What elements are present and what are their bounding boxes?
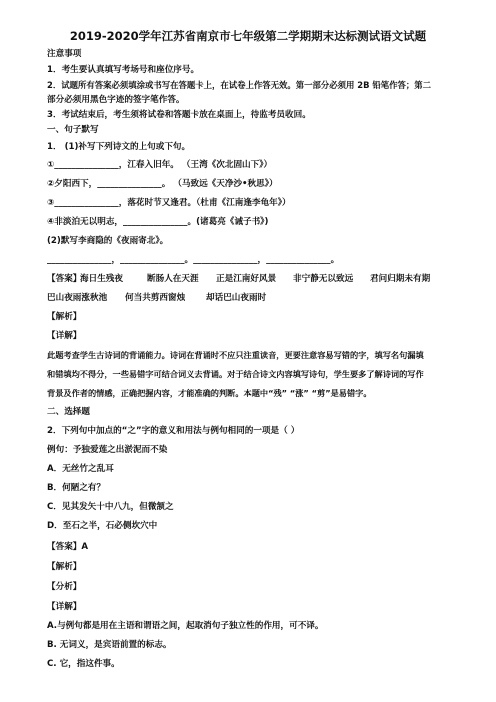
answer-item: 巴山夜雨涨秋池 bbox=[47, 293, 108, 303]
answer-item: 非宁静无以致远 bbox=[293, 274, 354, 284]
blank-line-1: ①_______________，江春入旧年。 （王湾《次北固山下》） bbox=[47, 160, 273, 170]
example-sentence: 例句：予独爱莲之出淤泥而不染 bbox=[47, 445, 168, 455]
detail-a: A.与例句都是用在主语和谓语之间，起取消句子独立性的作用，可不译。 bbox=[47, 621, 324, 631]
answer-label: 【答案】 bbox=[47, 274, 82, 284]
option-c: C．见其发矢十中八九，但微颔之 bbox=[47, 502, 174, 512]
notice-item-2b: 部分必须用黑色字迹的签字笔作答。 bbox=[47, 95, 185, 105]
option-d: D．至石之半，石必侧坎穴中 bbox=[47, 521, 158, 531]
explanation-line-3: 背景及作者的情感，正确把握内容，才能准确的判断。本题中“残” “涨” “剪”是易错字。 bbox=[47, 388, 372, 398]
question-1-intro: 1． (1)补写下列诗文的上句或下句。 bbox=[47, 142, 191, 152]
answer-item: 何当共剪西窗烛 bbox=[125, 293, 186, 303]
answer-item: 断肠人在天涯 bbox=[147, 274, 199, 284]
answer-item: 海日生残夜 bbox=[80, 274, 123, 284]
blank-line-3: ③_______________，落花时节又逢君。（杜甫《江南逢李龟年》） bbox=[47, 198, 291, 208]
analysis-label: 【解析】 bbox=[47, 562, 82, 572]
explanation-line-1: 此题考查学生古诗词的背诵能力。诗词在背诵时不应只注重读音，更要注意容易写错的字，填写名句漏填 bbox=[47, 350, 424, 360]
detail-c: C. 它，指这件事。 bbox=[47, 659, 120, 669]
notice-item-1: 1．考生要认真填写考场号和座位序号。 bbox=[47, 65, 200, 75]
analysis-sub-label: 【分析】 bbox=[47, 582, 82, 592]
question-2-stem: 2．下列句中加点的“之”字的意义和用法与例句相同的一项是（ ） bbox=[47, 426, 300, 436]
detail-label: 【详解】 bbox=[47, 602, 82, 612]
section-2-heading: 二、选择题 bbox=[47, 407, 90, 417]
notice-item-3: 3．考试结束后，考生须将试卷和答题卡放在桌面上，待监考员收回。 bbox=[47, 110, 311, 120]
answer-item: 正是江南好风景 bbox=[216, 274, 277, 284]
detail-b: B. 无词义，是宾语前置的标志。 bbox=[47, 640, 172, 650]
analysis-label: 【解析】 bbox=[47, 312, 82, 322]
blank-line-2: ②夕阳西下，_______________。 （马致远《天净沙•秋思》） bbox=[47, 179, 278, 189]
option-a: A．无丝竹之乱耳 bbox=[47, 464, 114, 474]
question-1-part-2-blanks: _______________，_______________。_______________，_______________。 bbox=[47, 255, 340, 265]
notice-item-2a: 2．试题所有答案必须填涂或书写在答题卡上，在试卷上作答无效。第一部分必须用 2B 铅笔作答；第二 bbox=[47, 80, 431, 90]
detail-label: 【详解】 bbox=[47, 331, 82, 341]
explanation-line-2: 和错填均不得分，一些易错字可结合词义去背诵。对于结合诗文内容填写诗句，学生要多了解诗词的写作 bbox=[47, 369, 424, 379]
page-title: 2019-2020学年江苏省南京市七年级第二学期期末达标测试语文试题 bbox=[69, 29, 427, 43]
answer-item: 却话巴山夜雨时 bbox=[206, 293, 267, 303]
blank-line-4: ④非淡泊无以明志，_______________。(诸葛亮《诫子书》) bbox=[47, 217, 269, 227]
option-b: B．何陋之有？ bbox=[47, 483, 106, 493]
answer-item: 君问归期未有期 bbox=[370, 274, 431, 284]
answer-line: 【答案】A bbox=[47, 542, 89, 552]
notice-heading: 注意事项 bbox=[47, 49, 82, 59]
section-1-heading: 一、句子默写 bbox=[47, 125, 99, 135]
question-1-part-2: (2)默写李商隐的《夜雨寄北》。 bbox=[47, 236, 169, 246]
